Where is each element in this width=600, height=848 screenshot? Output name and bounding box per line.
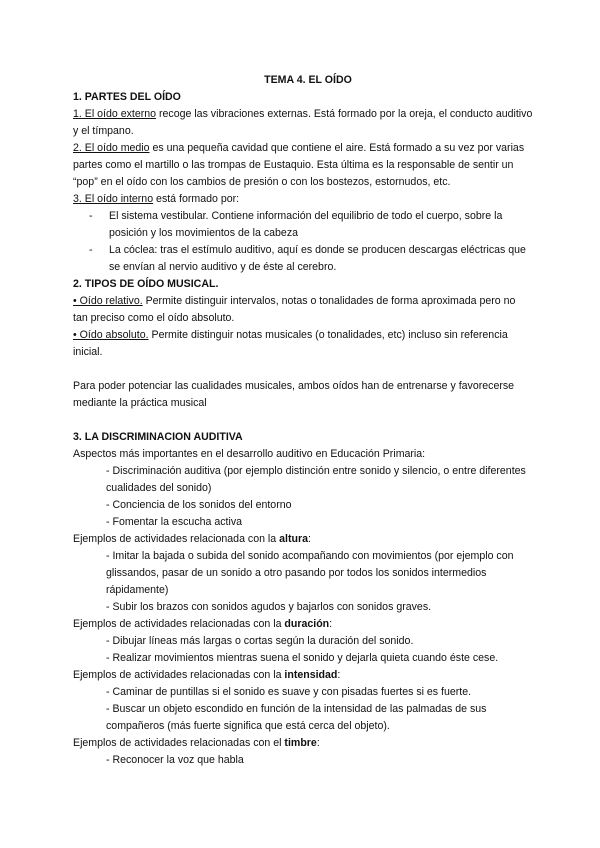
altura-label: altura — [279, 533, 308, 545]
duracion-prefix: Ejemplos de actividades relacionadas con la — [73, 618, 285, 630]
intensidad-heading — [73, 667, 533, 684]
section-3-heading: 3. LA DISCRIMINACION AUDITIVA — [73, 431, 243, 443]
section-1-heading: 1. PARTES DEL OÍDO — [73, 91, 181, 103]
dash-bullet: - — [89, 244, 93, 256]
intensidad-label: intensidad — [284, 669, 338, 681]
oido-externo-text: recoge las vibraciones externas. Está formado por la oreja, el conducto auditivo y el tímpano. — [73, 108, 533, 137]
oido-absoluto-label: • Oído absoluto. — [73, 329, 149, 341]
list-item: - Discriminación auditiva (por ejemplo distinción entre sonido y silencio, o entre diferentes cualidades del sonido) — [106, 465, 526, 494]
dash-bullet: - — [89, 210, 93, 222]
list-item — [73, 208, 533, 242]
list-item: - Buscar un objeto escondido en función de la intensidad de las palmadas de sus compañeros (más fuerte significa que está cerca del objeto). — [106, 703, 487, 732]
timbre-label: timbre — [284, 737, 317, 749]
oido-interno-text: está formado por: — [153, 193, 240, 205]
colon: : — [329, 618, 333, 630]
list-item: - Fomentar la escucha activa — [106, 516, 243, 528]
list-item: - Caminar de puntillas si el sonido es suave y con pisadas fuertes si es fuerte. — [106, 686, 472, 698]
oido-relativo-label: • Oído relativo. — [73, 295, 143, 307]
timbre-heading — [73, 735, 533, 752]
oido-absoluto-text: Permite distinguir notas musicales (o tonalidades, etc) incluso sin referencia inicial. — [73, 329, 508, 358]
duracion-heading — [73, 616, 533, 633]
list-item-text: El sistema vestibular. Contiene información del equilibrio de todo el cuerpo, sobre la posición y los movimientos de la cabeza — [109, 210, 503, 239]
oido-absoluto-paragraph — [73, 327, 533, 361]
section-2-heading: 2. TIPOS DE OÍDO MUSICAL. — [73, 278, 219, 290]
list-item: - Dibujar líneas más largas o cortas según la duración del sonido. — [106, 635, 414, 647]
oido-interno-label: 3. El oído interno — [73, 193, 154, 205]
oido-externo-paragraph — [73, 106, 533, 140]
altura-heading — [73, 531, 533, 548]
intensidad-prefix: Ejemplos de actividades relacionadas con la — [73, 669, 285, 681]
oido-relativo-text: Permite distinguir intervalos, notas o tonalidades de forma aproximada pero no tan preciso como el oído absoluto. — [73, 295, 516, 324]
list-item: - Conciencia de los sonidos del entorno — [106, 499, 292, 511]
duracion-label: duración — [284, 618, 330, 630]
list-item: - Realizar movimientos mientras suena el sonido y dejarla quieta cuando éste cese. — [106, 652, 499, 664]
oido-externo-label: 1. El oído externo — [73, 108, 157, 120]
colon: : — [337, 669, 341, 681]
list-item: - Subir los brazos con sonidos agudos y bajarlos con sonidos graves. — [106, 601, 432, 613]
altura-prefix: Ejemplos de actividades relacionada con la — [73, 533, 280, 545]
practica-musical-paragraph: Para poder potenciar las cualidades musicales, ambos oídos han de entrenarse y favorecerse mediante la práctica musical — [73, 380, 515, 409]
oido-medio-text: es una pequeña cavidad que contiene el aire. Está formado a su vez por varias partes como el martillo o las trompas de Eustaquio. Esta última es la responsable de sentir un “pop” en el oído con los cambios de presión o con los bostezos, estornudos, etc. — [73, 142, 525, 188]
oido-interno-paragraph — [73, 191, 533, 208]
document-page — [73, 72, 533, 769]
list-item-text: La cóclea: tras el estímulo auditivo, aquí es donde se producen descargas eléctricas que se envían al nervio auditivo y de éste al cerebro. — [109, 244, 526, 273]
document-title: TEMA 4. EL OÍDO — [264, 74, 352, 86]
colon: : — [316, 737, 320, 749]
oido-medio-paragraph — [73, 140, 533, 191]
list-item: - Reconocer la voz que habla — [106, 754, 244, 766]
list-item: - Imitar la bajada o subida del sonido acompañando con movimientos (por ejemplo con glissandos, pasar de un sonido a otro pasando por todos los sonidos intermedios rápidamente) — [106, 550, 514, 596]
oido-relativo-paragraph — [73, 293, 533, 327]
timbre-prefix: Ejemplos de actividades relacionadas con el — [73, 737, 285, 749]
aspectos-intro: Aspectos más importantes en el desarrollo auditivo en Educación Primaria: — [73, 448, 426, 460]
list-item — [73, 242, 533, 276]
oido-medio-label: 2. El oído medio — [73, 142, 150, 154]
colon: : — [307, 533, 311, 545]
